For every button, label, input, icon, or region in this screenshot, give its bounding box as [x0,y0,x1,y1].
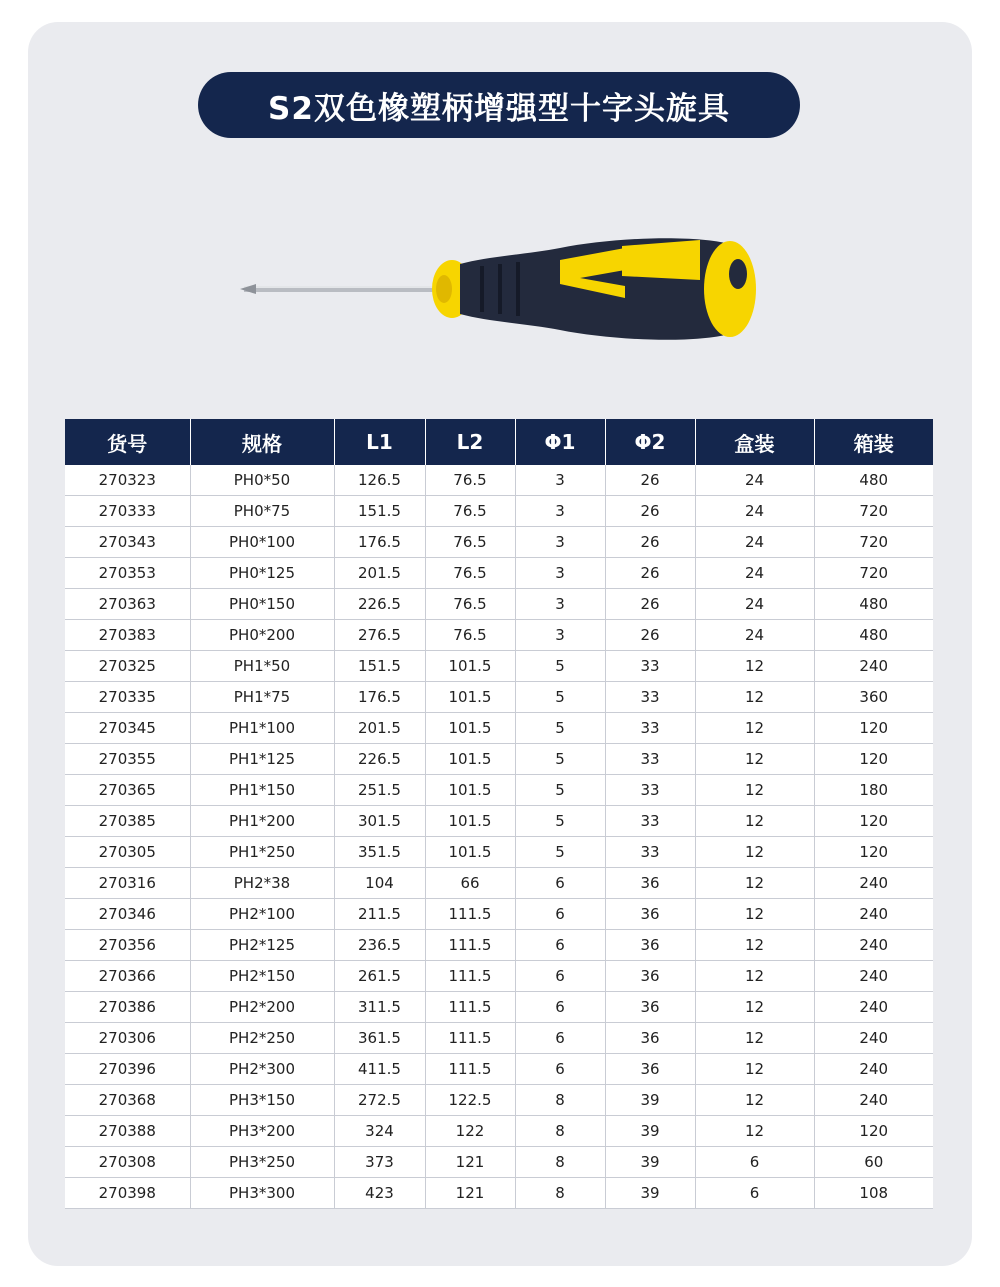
header-carton-qty: 箱装 [814,419,933,465]
phi1-cell: 8 [515,1085,605,1116]
l2-cell: 122.5 [425,1085,515,1116]
phi1-cell: 5 [515,713,605,744]
box-qty-cell: 12 [695,1116,814,1147]
phi1-cell: 6 [515,1054,605,1085]
l2-cell: 76.5 [425,496,515,527]
l1-cell: 201.5 [334,713,425,744]
box-qty-cell: 12 [695,744,814,775]
table-row [65,744,933,775]
box-qty-cell: 12 [695,868,814,899]
l2-cell: 122 [425,1116,515,1147]
spec-cell: PH3*300 [190,1178,334,1209]
l2-cell: 121 [425,1147,515,1178]
screwdriver-icon [230,226,770,356]
spec-cell: PH0*100 [190,527,334,558]
phi2-cell: 26 [605,527,695,558]
phi2-cell: 39 [605,1147,695,1178]
phi1-cell: 3 [515,558,605,589]
phi1-cell: 5 [515,837,605,868]
table-row [65,1085,933,1116]
phi1-cell: 5 [515,806,605,837]
spec-cell: PH2*100 [190,899,334,930]
phi1-cell: 3 [515,465,605,496]
spec-cell: PH1*75 [190,682,334,713]
carton-qty-cell: 240 [814,961,933,992]
l2-cell: 101.5 [425,713,515,744]
carton-qty-cell: 120 [814,713,933,744]
phi1-cell: 6 [515,992,605,1023]
carton-qty-cell: 480 [814,589,933,620]
spec-cell: PH2*300 [190,1054,334,1085]
phi1-cell: 6 [515,868,605,899]
table-row [65,868,933,899]
l1-cell: 361.5 [334,1023,425,1054]
box-qty-cell: 12 [695,775,814,806]
box-qty-cell: 12 [695,1023,814,1054]
item-no-cell: 270346 [65,899,190,930]
l2-cell: 101.5 [425,806,515,837]
phi2-cell: 26 [605,589,695,620]
carton-qty-cell: 720 [814,527,933,558]
item-no-cell: 270368 [65,1085,190,1116]
box-qty-cell: 24 [695,465,814,496]
phi2-cell: 39 [605,1085,695,1116]
l2-cell: 111.5 [425,1023,515,1054]
phi1-cell: 6 [515,930,605,961]
phi1-cell: 8 [515,1178,605,1209]
carton-qty-cell: 120 [814,1116,933,1147]
box-qty-cell: 12 [695,961,814,992]
box-qty-cell: 6 [695,1147,814,1178]
item-no-cell: 270396 [65,1054,190,1085]
table-row [65,775,933,806]
carton-qty-cell: 108 [814,1178,933,1209]
header-phi1: Φ1 [515,419,605,465]
item-no-cell: 270305 [65,837,190,868]
phi2-cell: 36 [605,930,695,961]
phi2-cell: 39 [605,1116,695,1147]
page-title: S2双色橡塑柄增强型十字头旋具 [198,72,800,138]
l1-cell: 211.5 [334,899,425,930]
box-qty-cell: 12 [695,651,814,682]
l2-cell: 101.5 [425,775,515,806]
item-no-cell: 270316 [65,868,190,899]
carton-qty-cell: 480 [814,620,933,651]
table-row [65,961,933,992]
l1-cell: 261.5 [334,961,425,992]
table-row [65,1178,933,1209]
item-no-cell: 270366 [65,961,190,992]
box-qty-cell: 12 [695,992,814,1023]
item-no-cell: 270323 [65,465,190,496]
spec-cell: PH2*150 [190,961,334,992]
box-qty-cell: 12 [695,713,814,744]
l1-cell: 272.5 [334,1085,425,1116]
item-no-cell: 270386 [65,992,190,1023]
carton-qty-cell: 240 [814,930,933,961]
l2-cell: 111.5 [425,992,515,1023]
l1-cell: 423 [334,1178,425,1209]
l1-cell: 373 [334,1147,425,1178]
header-item-no: 货号 [65,419,190,465]
phi2-cell: 39 [605,1178,695,1209]
box-qty-cell: 12 [695,806,814,837]
spec-cell: PH0*50 [190,465,334,496]
l1-cell: 351.5 [334,837,425,868]
spec-table [65,419,933,1209]
box-qty-cell: 24 [695,558,814,589]
table-header-row [65,419,933,465]
phi2-cell: 36 [605,1054,695,1085]
carton-qty-cell: 240 [814,1054,933,1085]
table-row [65,465,933,496]
l2-cell: 76.5 [425,558,515,589]
spec-cell: PH0*75 [190,496,334,527]
l1-cell: 301.5 [334,806,425,837]
phi1-cell: 8 [515,1116,605,1147]
spec-cell: PH1*125 [190,744,334,775]
spec-cell: PH0*200 [190,620,334,651]
carton-qty-cell: 720 [814,558,933,589]
carton-qty-cell: 240 [814,651,933,682]
item-no-cell: 270333 [65,496,190,527]
phi2-cell: 36 [605,961,695,992]
item-no-cell: 270335 [65,682,190,713]
phi1-cell: 6 [515,1023,605,1054]
carton-qty-cell: 120 [814,837,933,868]
phi1-cell: 5 [515,682,605,713]
box-qty-cell: 6 [695,1178,814,1209]
table-row [65,713,933,744]
l1-cell: 126.5 [334,465,425,496]
phi2-cell: 33 [605,837,695,868]
item-no-cell: 270355 [65,744,190,775]
l2-cell: 121 [425,1178,515,1209]
spec-cell: PH3*200 [190,1116,334,1147]
box-qty-cell: 12 [695,1085,814,1116]
phi1-cell: 3 [515,620,605,651]
phi2-cell: 33 [605,651,695,682]
phi2-cell: 33 [605,682,695,713]
table-row [65,1023,933,1054]
phi1-cell: 6 [515,961,605,992]
l2-cell: 76.5 [425,527,515,558]
spec-cell: PH2*200 [190,992,334,1023]
spec-cell: PH2*38 [190,868,334,899]
phi2-cell: 33 [605,806,695,837]
l1-cell: 311.5 [334,992,425,1023]
table-row [65,1054,933,1085]
l2-cell: 101.5 [425,682,515,713]
l1-cell: 201.5 [334,558,425,589]
phi2-cell: 26 [605,620,695,651]
phi1-cell: 3 [515,527,605,558]
l1-cell: 276.5 [334,620,425,651]
carton-qty-cell: 60 [814,1147,933,1178]
phi1-cell: 6 [515,899,605,930]
l2-cell: 111.5 [425,930,515,961]
table-row [65,620,933,651]
phi1-cell: 3 [515,589,605,620]
item-no-cell: 270365 [65,775,190,806]
header-l1: L1 [334,419,425,465]
phi1-cell: 8 [515,1147,605,1178]
box-qty-cell: 24 [695,620,814,651]
l2-cell: 111.5 [425,899,515,930]
header-spec: 规格 [190,419,334,465]
box-qty-cell: 24 [695,589,814,620]
phi1-cell: 5 [515,744,605,775]
spec-cell: PH3*150 [190,1085,334,1116]
spec-cell: PH0*150 [190,589,334,620]
table-row [65,899,933,930]
phi2-cell: 33 [605,744,695,775]
phi2-cell: 36 [605,1023,695,1054]
table-row [65,1116,933,1147]
table-row [65,837,933,868]
item-no-cell: 270345 [65,713,190,744]
header-phi2: Φ2 [605,419,695,465]
item-no-cell: 270356 [65,930,190,961]
box-qty-cell: 12 [695,837,814,868]
item-no-cell: 270308 [65,1147,190,1178]
carton-qty-cell: 240 [814,992,933,1023]
header-l2: L2 [425,419,515,465]
item-no-cell: 270398 [65,1178,190,1209]
phi2-cell: 36 [605,899,695,930]
l1-cell: 176.5 [334,527,425,558]
box-qty-cell: 12 [695,1054,814,1085]
spec-cell: PH2*250 [190,1023,334,1054]
l2-cell: 101.5 [425,837,515,868]
table-row [65,589,933,620]
phi2-cell: 33 [605,775,695,806]
l2-cell: 76.5 [425,465,515,496]
l2-cell: 111.5 [425,961,515,992]
carton-qty-cell: 120 [814,806,933,837]
table-row [65,682,933,713]
l1-cell: 226.5 [334,744,425,775]
spec-cell: PH1*200 [190,806,334,837]
table-row [65,651,933,682]
phi2-cell: 33 [605,713,695,744]
table-row [65,806,933,837]
phi1-cell: 5 [515,775,605,806]
table-row [65,992,933,1023]
carton-qty-cell: 720 [814,496,933,527]
phi2-cell: 26 [605,558,695,589]
l2-cell: 101.5 [425,651,515,682]
l1-cell: 104 [334,868,425,899]
l1-cell: 226.5 [334,589,425,620]
spec-cell: PH1*150 [190,775,334,806]
table-body [65,465,933,1209]
box-qty-cell: 12 [695,930,814,961]
header-box-qty: 盒装 [695,419,814,465]
item-no-cell: 270343 [65,527,190,558]
carton-qty-cell: 120 [814,744,933,775]
carton-qty-cell: 240 [814,1085,933,1116]
l1-cell: 411.5 [334,1054,425,1085]
box-qty-cell: 24 [695,496,814,527]
spec-cell: PH2*125 [190,930,334,961]
box-qty-cell: 12 [695,682,814,713]
l2-cell: 111.5 [425,1054,515,1085]
l1-cell: 236.5 [334,930,425,961]
item-no-cell: 270325 [65,651,190,682]
phi2-cell: 26 [605,465,695,496]
item-no-cell: 270385 [65,806,190,837]
l2-cell: 101.5 [425,744,515,775]
phi2-cell: 36 [605,992,695,1023]
item-no-cell: 270353 [65,558,190,589]
box-qty-cell: 24 [695,527,814,558]
table-row [65,558,933,589]
phi2-cell: 26 [605,496,695,527]
table-row [65,930,933,961]
table-row [65,1147,933,1178]
l1-cell: 151.5 [334,496,425,527]
l2-cell: 76.5 [425,589,515,620]
phi1-cell: 5 [515,651,605,682]
spec-cell: PH1*100 [190,713,334,744]
item-no-cell: 270363 [65,589,190,620]
spec-cell: PH0*125 [190,558,334,589]
l1-cell: 251.5 [334,775,425,806]
item-no-cell: 270388 [65,1116,190,1147]
carton-qty-cell: 240 [814,899,933,930]
item-no-cell: 270306 [65,1023,190,1054]
table-row [65,496,933,527]
l2-cell: 76.5 [425,620,515,651]
carton-qty-cell: 240 [814,868,933,899]
l1-cell: 324 [334,1116,425,1147]
item-no-cell: 270383 [65,620,190,651]
spec-cell: PH3*250 [190,1147,334,1178]
carton-qty-cell: 180 [814,775,933,806]
l1-cell: 176.5 [334,682,425,713]
spec-cell: PH1*50 [190,651,334,682]
carton-qty-cell: 360 [814,682,933,713]
spec-cell: PH1*250 [190,837,334,868]
phi1-cell: 3 [515,496,605,527]
table-row [65,527,933,558]
phi2-cell: 36 [605,868,695,899]
carton-qty-cell: 240 [814,1023,933,1054]
l1-cell: 151.5 [334,651,425,682]
l2-cell: 66 [425,868,515,899]
box-qty-cell: 12 [695,899,814,930]
carton-qty-cell: 480 [814,465,933,496]
